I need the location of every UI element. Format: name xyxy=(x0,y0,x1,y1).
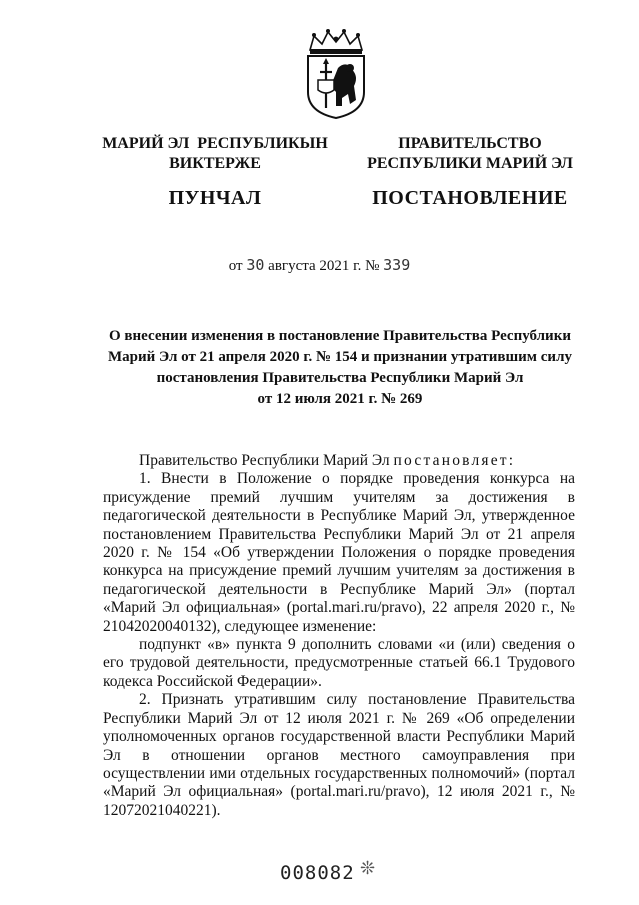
document-serial-number: 008082 xyxy=(280,862,355,884)
title-line: Марий Эл от 21 апреля 2020 г. № 154 и признании утратившим силу xyxy=(108,349,572,365)
title-line: О внесении изменения в постановление Правительства Республики xyxy=(109,328,571,344)
decree-body xyxy=(103,452,575,820)
decree-number: 339 xyxy=(383,256,411,274)
footer-ornament-icon: ❊ xyxy=(360,858,376,878)
header-right-doc-type: ПОСТАНОВЛЕНИЕ xyxy=(372,187,568,209)
date-month-year: августа 2021 г. № xyxy=(268,258,380,274)
header-right-line1: ПРАВИТЕЛЬСТВО xyxy=(398,135,542,152)
title-line: постановления Правительства Республики Марий Эл xyxy=(156,370,524,386)
intro-spaced-verb: постановляет: xyxy=(393,452,516,469)
header-left-block xyxy=(90,134,340,208)
decree-title xyxy=(100,326,580,410)
intro-text: Правительство Республики Марий Эл xyxy=(139,452,394,469)
intro-paragraph xyxy=(103,452,575,470)
paragraph-1-subpoint: подпункт «в» пункта 9 дополнить словами «и (или) сведения о его трудовой деятельности, предусмотренные статьей 66.1 Трудового кодекса Российской Федерации». xyxy=(103,636,575,690)
date-prefix: от xyxy=(228,258,243,274)
header-right-block xyxy=(350,134,590,208)
paragraph-2: 2. Признать утратившим силу постановление Правительства Республики Марий Эл от 12 июля 2021 г. № 269 «Об определении уполномоченных органов государственной власти Республики Марий Эл в отношении органов местного самоуправления при осуществлении ими отдельных государственных полномочий» (портал «Марий Эл официальная» (portal.mari.ru/pravo), 12 июля 2021 г., № 12072021040221). xyxy=(103,691,575,819)
title-line: от 12 июля 2021 г. № 269 xyxy=(257,391,423,407)
date-day: 30 xyxy=(246,256,265,274)
header-left-doc-type: ПУНЧАЛ xyxy=(168,187,262,209)
paragraph-1: 1. Внести в Положение о порядке проведения конкурса на присуждение премий лучшим учителям за достижения в педагогической деятельности в Республике Марий Эл, утвержденное постановлением Правительства Республики Марий Эл от 21 апреля 2020 г. № 154 «Об утверждении Положения о порядке проведения конкурса на присуждение премий лучшим учителям за достижения в педагогической деятельности в Республике Марий Эл» (портал «Марий Эл официальная» (portal.mari.ru/pravo), 22 апреля 2020 г., № 21042020040132), следующее изменение: xyxy=(103,470,575,635)
header-left-line2: ВИКТЕРЖЕ xyxy=(169,155,261,172)
header-right-line2: РЕСПУБЛИКИ МАРИЙ ЭЛ xyxy=(367,155,573,172)
header-left-line1: МАРИЙ ЭЛ РЕСПУБЛИКЫН xyxy=(102,135,328,152)
coat-of-arms-icon xyxy=(300,28,372,120)
decree-date-line xyxy=(0,256,639,275)
